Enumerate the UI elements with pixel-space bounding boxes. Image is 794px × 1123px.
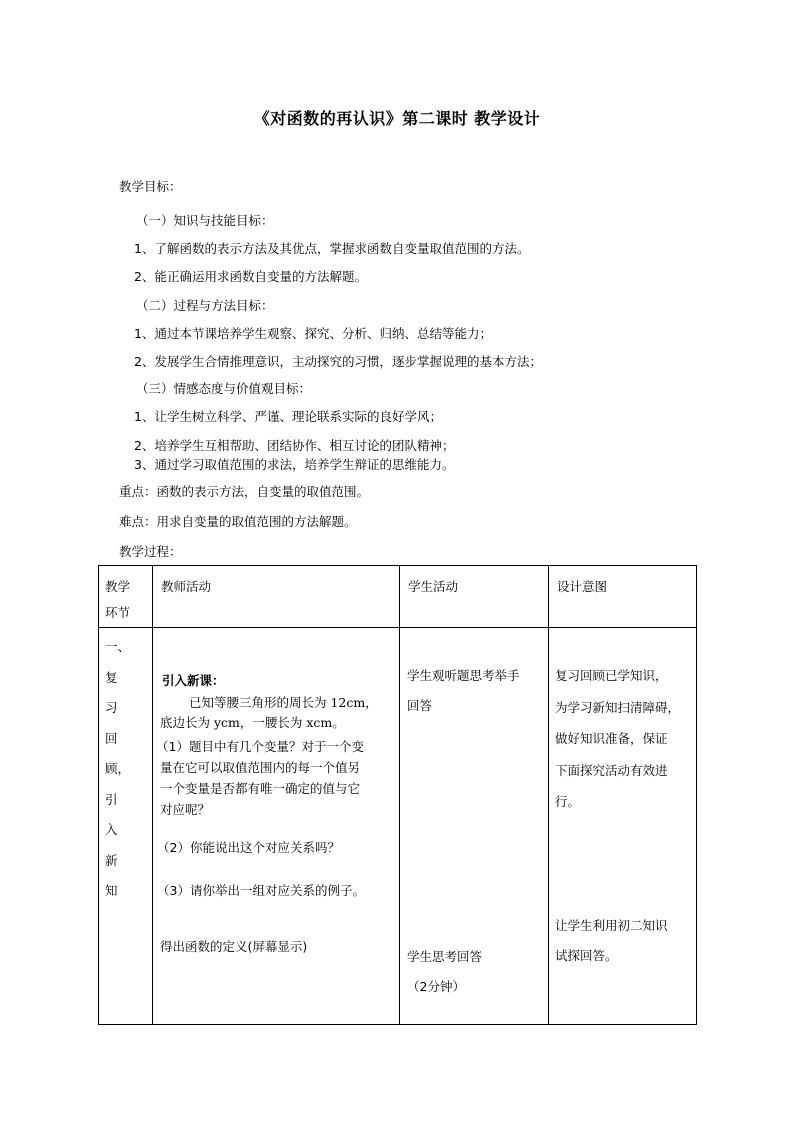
student-time: （2分钟） xyxy=(407,979,465,994)
objective-item: 2、发展学生合情推理意识，主动探究的习惯，逐步掌握说理的基本方法； xyxy=(134,354,542,369)
objective-item: 2、能正确运用求函数自变量的方法解题。 xyxy=(134,269,367,284)
objective-item: 3、通过学习取值范围的求法，培养学生辩证的思维能力。 xyxy=(134,457,455,472)
student-activity-cell xyxy=(400,628,549,1025)
intent-line: 让学生利用初二知识 xyxy=(555,918,668,933)
section-heading-knowledge: （一）知识与技能目标： xyxy=(136,213,274,228)
header-stage xyxy=(99,566,153,628)
problem-line: 已知等腰三角形的周长为 12cm， xyxy=(189,695,378,710)
table-row xyxy=(99,628,697,1025)
intent-line: 试探回答。 xyxy=(555,948,618,963)
student-activity-1: 回答 xyxy=(407,698,433,713)
section-heading-process: （二）过程与方法目标： xyxy=(136,298,274,313)
question-1: 对应呢？ xyxy=(160,802,211,817)
intro-label: 引入新课： xyxy=(162,673,225,688)
teacher-activity-cell xyxy=(153,628,400,1025)
question-1: 量在它可以取值范围内的每一个值另 xyxy=(160,760,361,775)
objective-item: 1、了解函数的表示方法及其优点，掌握求函数自变量取值范围的方法。 xyxy=(134,241,530,256)
problem-line: 底边长为 ycm，一腰长为 xcm。 xyxy=(160,715,345,730)
objective-item: 1、通过本节课培养学生观察、探究、分析、归纳、总结等能力； xyxy=(134,326,492,341)
question-1: 一个变量是否都有唯一确定的值与它 xyxy=(160,781,361,796)
objectives-heading: 教学目标： xyxy=(119,179,182,194)
student-activity-2: 学生思考回答 xyxy=(407,949,483,964)
difficulty: 难点：用求自变量的取值范围的方法解题。 xyxy=(119,514,357,529)
intent-line: 做好知识准备，保证 xyxy=(555,731,668,746)
intent-line: 下面探究活动有效进 xyxy=(555,763,668,778)
header-student: 学生活动 xyxy=(400,566,549,628)
teaching-process-table xyxy=(98,565,697,1025)
header-stage-line2: 环节 xyxy=(105,605,131,620)
intent-line: 为学习新知扫清障碍， xyxy=(555,700,681,715)
section-heading-attitude: （三）情感态度与价值观目标： xyxy=(136,381,312,396)
objective-item: 1、让学生树立科学、严谨、理论联系实际的良好学风； xyxy=(134,409,442,424)
header-stage-line1: 教学 xyxy=(105,579,131,594)
student-activity-1: 学生观听题思考举手 xyxy=(407,668,520,683)
question-2: （2）你能说出这个对应关系吗？ xyxy=(157,840,340,855)
document-title: 《对函数的再认识》第二课时 教学设计 xyxy=(253,109,541,128)
key-point: 重点：函数的表示方法，自变量的取值范围。 xyxy=(119,484,370,499)
process-heading: 教学过程： xyxy=(119,544,182,559)
header-intent: 设计意图 xyxy=(549,566,697,628)
intent-line: 复习回顾已学知识， xyxy=(555,668,668,683)
table-header-row xyxy=(99,566,697,628)
design-intent-cell xyxy=(549,628,697,1025)
question-1: （1）题目中有几个变量？对于一个变 xyxy=(156,739,364,754)
intent-line: 行。 xyxy=(555,794,581,809)
header-teacher: 教师活动 xyxy=(153,566,400,628)
objective-item: 2、培养学生互相帮助、团结协作、相互讨论的团队精神； xyxy=(134,438,455,453)
function-definition: 得出函数的定义(屏幕显示) xyxy=(160,939,308,954)
stage-cell: 一、 复 习 回 顾， 引 入 新 知 xyxy=(99,628,153,1025)
question-3: （3）请你举出一组对应关系的例子。 xyxy=(157,883,365,898)
